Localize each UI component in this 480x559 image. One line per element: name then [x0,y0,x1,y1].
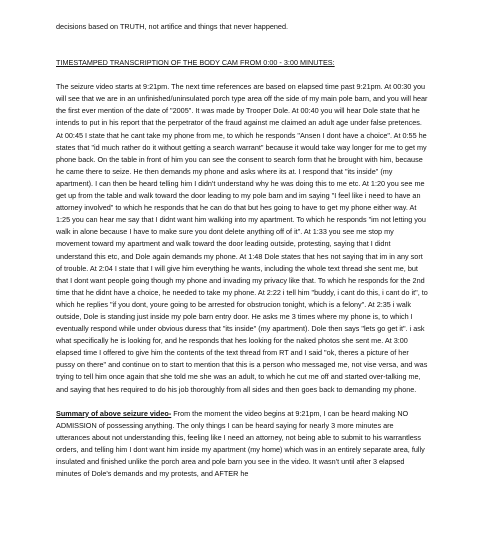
section-heading: TIMESTAMPED TRANSCRIPTION OF THE BODY CAM FROM 0:00 - 3:00 MINUTES: [56,58,335,68]
summary-text: From the moment the video begins at 9:21pm, I can be heard making NO ADMISSION of possessing anything. The only things I can be heard saying for nearly 3 more minutes are utterances about not understanding this, feeling like I need an attorney, not being able to submit to his warrantless orders, and telling him I dont want him inside my apartment (my home) which was in an entirely separate area, fully insulated and finished unlike the porch area and pole barn you see in the video. It wasn't until after 3 elapsed minutes of Dole's demands and my protests, and AFTER he [56,408,425,479]
summary-label: Summary of above seizure video- [56,408,172,418]
transcript-paragraph: The seizure video starts at 9:21pm. The next time references are based on elapsed time past 9:21pm. At 00:30 you will see that we are in an unfinished/uninsulated porch type area off the side of my main pole barn, and you will hear the first ever mention of the date of "2005". It was made by Trooper Dole. At 00:40 you will hear Dole state that he intends to put in his report that the perpetrator of the fraud against me claimed an adult age under false pretences. At 00:45 I state that he cant take my phone from me, to which he responds "Ansen I dont have a choice". At 0:55 he states that "id much rather do it without getting a search warrant" because it would take way longer for me to get my phone back. On the table in front of him you can see the consent to search form that he brought with him, because he came there to seize. He then demands my phone and asks where its at. I respond that "its inside" (my apartment). I can then be heard telling him I didn't understand why he was doing this to me etc. At 1:20 you see me get up from the table and walk toward the door leading to my pole barn and im saying "I feel like i need to have an attorney involved" to which he responds that he can do that but hes going to have to get my phone either way. At 1:25 you can hear me say that I didnt want him walking into my apartment. To which he responds "im not letting you walk in alone because I have to make sure you dont delete anything off of it". At 1:33 you see me stop my movement toward my apartment and walk toward the door leading outside, protesting, saying that I didnt understand this etc, and Dole again demands my phone. At 1:48 Dole states that hes not saying that im in any sort of trouble. At 2:04 I state that I will give him everything he wants, including the whole text thread she sent me, but that I dont want people going though my phone and invading my privacy like that. To which he responds for the 2nd time that he didnt have a choice, he needed to take my phone. At 2:22 i tell him "buddy, i cant do this, i cant do it", to which he replies "if you dont, youre going to be arrested for obstrucion tonight, which is a felony". At 2:35 i walk outside, Dole is standing just inside my pole barn entry door. He asks me 3 times where my phone is, to which I eventually respond while under obvious duress that "its inside" (my apartment). Dole then says "lets go get it". i ask what specifically he is looking for, and he responds that hes looking for the naked photos she sent me. At 3:00 elapsed time I offered to give him the contents of the text thread from RT and I said "ok, theres a picture of her pussy on there" and continue on to start to mention that this is a person who messaged me, not vise versa, and was trying to tell him once again that she told me she was an adult, to which he cut me off and started over-talking me, and saying that hes required to do his job thoroughly from all sides and then goes back to demanding my phone. [56,82,428,394]
intro-line: decisions based on TRUTH, not artifice and things that never happened. [56,22,289,31]
summary-paragraph [56,408,428,481]
